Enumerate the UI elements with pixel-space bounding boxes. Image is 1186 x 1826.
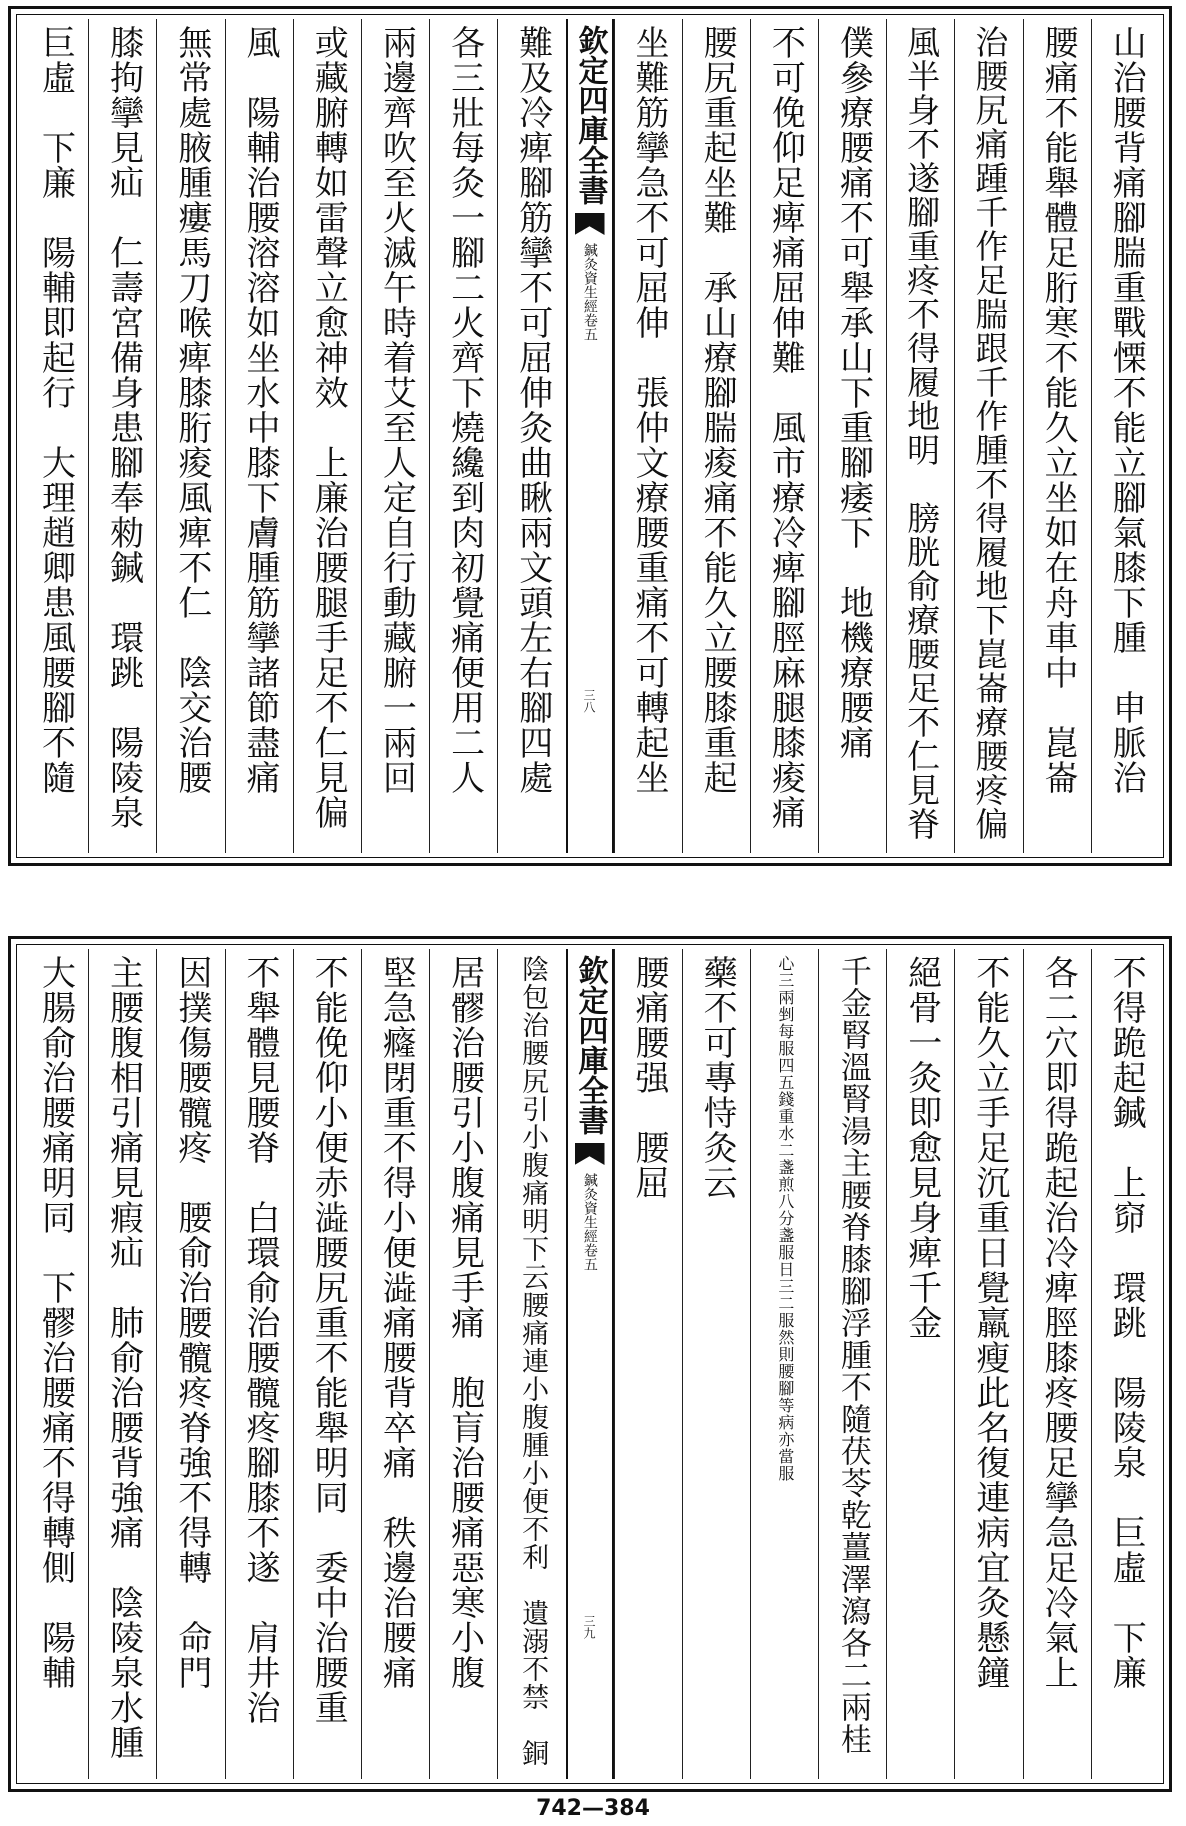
column-bottom-r7: 藥不可專恃灸云	[682, 949, 750, 1779]
column-bottom-r3: 不能久立手足沉重日覺羸瘦此名復連病宜灸懸鐘	[954, 949, 1022, 1779]
banner-top	[566, 19, 614, 853]
column-top-l2: 各三壯每灸一腳二火齊下燒纔到肉初覺痛便用二人	[429, 19, 497, 853]
banner-book: 鍼灸資生經	[581, 1173, 598, 1243]
column-top-r1: 山治腰背痛腳腨重戰慄不能立腳氣膝下腫 申脈治	[1091, 19, 1159, 853]
text-columns-bottom	[21, 949, 1159, 1779]
page-top	[8, 6, 1172, 866]
banner-title: 欽定四庫全書	[572, 955, 608, 1135]
column-top-r3: 治腰尻痛踵千作足腨跟千作腫不得履地下崑崙療腰疼偏	[954, 19, 1022, 853]
banner-volume: 卷五	[581, 313, 598, 341]
column-bottom-l3: 堅急癃閉重不得小便澁痛腰背卒痛 秩邊治腰痛	[361, 949, 429, 1779]
column-top-l4: 或藏腑轉如雷聲立愈神效 上廉治腰腿手足不仁見偏	[293, 19, 361, 853]
column-top-r5: 僕參療腰痛不可舉承山下重腳痿下 地機療腰痛	[818, 19, 886, 853]
column-top-l6: 無常處腋腫瘻馬刀喉痺膝胻痠風痺不仁 陰交治腰	[156, 19, 224, 853]
banner-volume: 卷五	[581, 1243, 598, 1271]
page-bottom	[8, 936, 1172, 1792]
banner-page-number: 三九	[582, 1615, 596, 1639]
column-top-l8: 巨虛 下廉 陽輔即起行 大理趙卿患風腰腳不隨	[35, 25, 76, 795]
column-bottom-r4: 絕骨一灸即愈見身痺千金	[886, 949, 954, 1779]
column-top-l7: 膝拘攣見疝 仁壽宮備身患腳奉勑鍼 環跳 陽陵泉	[88, 19, 156, 853]
banner-title: 欽定四庫全書	[572, 25, 608, 205]
page-footer-number: 742—384	[536, 1796, 650, 1821]
column-bottom-l5: 不舉體見腰脊 白環俞治腰髖疼腳膝不遂 肩井治	[225, 949, 293, 1779]
column-bottom-l2: 居髎治腰引小腹痛見手痛 胞肓治腰痛惡寒小腹	[429, 949, 497, 1779]
column-bottom-r8: 腰痛腰强 腰屈	[614, 949, 682, 1779]
column-bottom-l4: 不能俛仰小便赤澁腰尻重不能舉明同 委中治腰重	[293, 949, 361, 1779]
column-bottom-l1: 陰包治腰尻引小腹痛明下云腰痛連小腹腫小便不利 遺溺不禁 銅	[497, 949, 565, 1779]
fishtail-mark-icon	[575, 213, 605, 235]
text-columns-top	[21, 19, 1159, 853]
banner-bottom	[566, 949, 614, 1779]
column-top-r6: 不可俛仰足痺痛屈伸難 風市療冷痺腳脛麻腿膝痠痛	[750, 19, 818, 853]
column-bottom-r5: 千金腎溫腎湯主腰脊膝腳浮腫不隨茯苓乾薑澤瀉各二兩桂	[818, 949, 886, 1779]
column-bottom-l6: 因撲傷腰髖疼 腰俞治腰髖疼脊強不得轉 命門	[156, 949, 224, 1779]
column-top-l5: 風 陽輔治腰溶溶如坐水中膝下膚腫筋攣諸節盡痛	[225, 19, 293, 853]
column-top-l1: 難及冷痺腳筋攣不可屈伸灸曲瞅兩文頭左右腳四處	[497, 19, 565, 853]
column-top-l3: 兩邊齊吹至火滅午時着艾至人定自行動藏腑一兩回	[361, 19, 429, 853]
banner-book: 鍼灸資生經	[581, 243, 598, 313]
column-top-r4: 風半身不遂腳重疼不得履地明 膀胱俞療腰足不仁見脊	[886, 19, 954, 853]
column-bottom-l8: 大腸俞治腰痛明同 下髎治腰痛不得轉側 陽輔	[35, 955, 76, 1690]
column-top-r2: 腰痛不能舉體足胻寒不能久立坐如在舟車中 崑崙	[1023, 19, 1091, 853]
fishtail-mark-icon	[575, 1143, 605, 1165]
column-bottom-r1: 不得跪起鍼 上窌 環跳 陽陵泉 巨虛 下廉	[1091, 949, 1159, 1779]
column-top-r8: 坐難筋攣急不可屈伸 張仲文療腰重痛不可轉起坐	[614, 19, 682, 853]
column-top-r7: 腰尻重起坐難 承山療腳腨痠痛不能久立腰膝重起	[682, 19, 750, 853]
column-bottom-l7: 主腰腹相引痛見瘕疝 肺俞治腰背強痛 陰陵泉水腫	[88, 949, 156, 1779]
column-bottom-r6: 心三兩剉每服四五錢重水二盞煎八分盞服日三二服然則腰腳等病亦當服	[750, 949, 818, 1779]
column-bottom-r2: 各二穴即得跪起治冷痺脛膝疼腰足攣急足冷氣上	[1023, 949, 1091, 1779]
banner-page-number: 三八	[582, 689, 596, 713]
